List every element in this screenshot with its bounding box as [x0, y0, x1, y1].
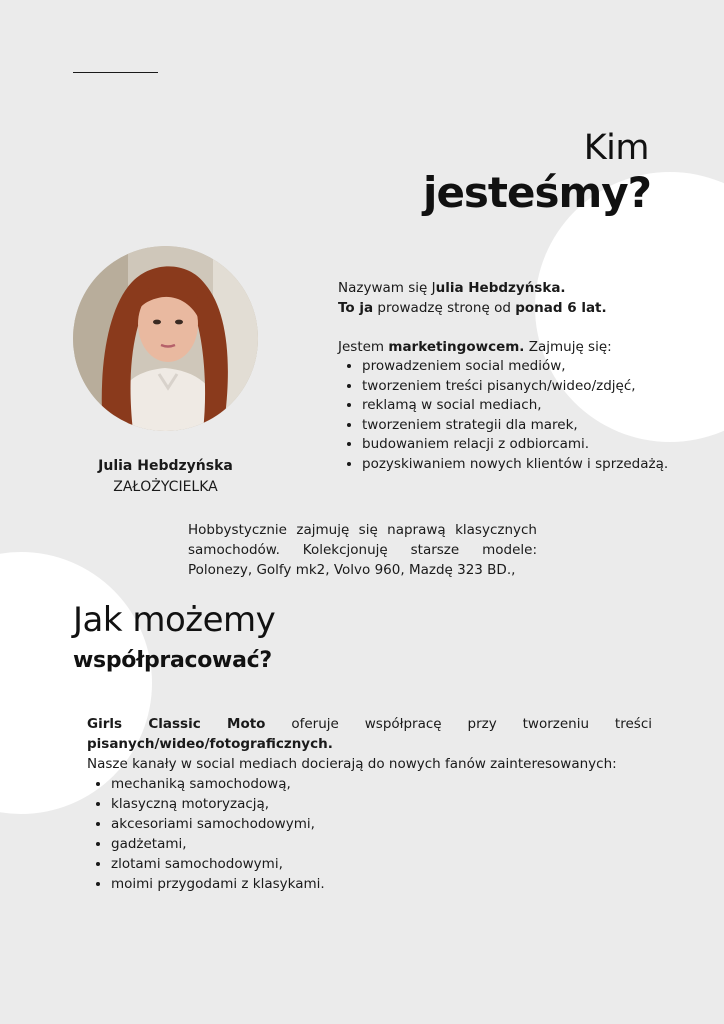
list-item: • zlotami samochodowymi, — [111, 854, 652, 874]
intro-l2-bold2: ponad 6 lat. — [515, 299, 607, 316]
list-item: • klasyczną motoryzacją, — [111, 794, 652, 814]
cooperation-section — [87, 714, 652, 894]
top-divider — [73, 72, 158, 73]
cooperation-p1-bold: pisanych/wideo/fotograficznych. — [87, 736, 333, 752]
heading-line-2: jesteśmy? — [423, 168, 651, 217]
intro-l3-text: Jestem — [338, 338, 389, 355]
intro-l2-text: prowadzę stronę od — [373, 299, 516, 316]
profile-photo — [73, 246, 258, 431]
intro-section — [338, 279, 698, 474]
intro-line-2 — [338, 299, 698, 319]
intro-line-1 — [338, 279, 698, 299]
list-item: • budowaniem relacji z odbiorcami. — [362, 435, 698, 455]
audience-list — [87, 774, 652, 894]
hobby-paragraph: Hobbystycznie zajmuję się naprawą klasycznych samochodów. Kolekcjonuję starsze modele: Polonezy, Golfy mk2, Volvo 960, Mazdę 323 BD., — [188, 522, 537, 578]
heading-line-1: Kim — [583, 128, 649, 168]
list-item: • tworzeniem strategii dla marek, — [362, 416, 698, 436]
list-item: • gadżetami, — [111, 834, 652, 854]
list-item: • akcesoriami samochodowymi, — [111, 814, 652, 834]
cooperation-paragraph-1 — [87, 714, 652, 754]
cooperation-heading-line-2: współpracować? — [73, 648, 272, 673]
brand-name: Girls Classic Moto — [87, 716, 266, 732]
list-item: • reklamą w social mediach, — [362, 396, 698, 416]
intro-l1-text: Nazywam się J — [338, 280, 436, 296]
profile-name: Julia Hebdzyńska — [98, 458, 233, 474]
list-item: • pozyskiwaniem nowych klientów i sprzedażą. — [362, 455, 698, 475]
list-item: • prowadzeniem social mediów, — [362, 357, 698, 377]
profile-role: ZAŁOŻYCIELKA — [113, 479, 218, 495]
list-item: • mechaniką samochodową, — [111, 774, 652, 794]
intro-l3-bold: marketingowcem. — [388, 338, 525, 355]
list-item: • tworzeniem treści pisanych/wideo/zdjęć, — [362, 377, 698, 397]
intro-l3-post: Zajmuję się: — [524, 338, 612, 355]
intro-line-3 — [338, 338, 698, 358]
skills-list — [338, 357, 698, 474]
intro-l1-bold: ulia Hebdzyńska. — [435, 280, 566, 296]
cooperation-heading-line-1: Jak możemy — [73, 600, 276, 640]
cooperation-paragraph-2: Nasze kanały w social mediach docierają do nowych fanów zainteresowanych: — [87, 756, 617, 772]
list-item: • moimi przygodami z klasykami. — [111, 874, 652, 894]
cooperation-p1-text: oferuje współpracę przy tworzeniu treści — [265, 716, 652, 732]
intro-l2-bold: To ja — [338, 299, 374, 316]
